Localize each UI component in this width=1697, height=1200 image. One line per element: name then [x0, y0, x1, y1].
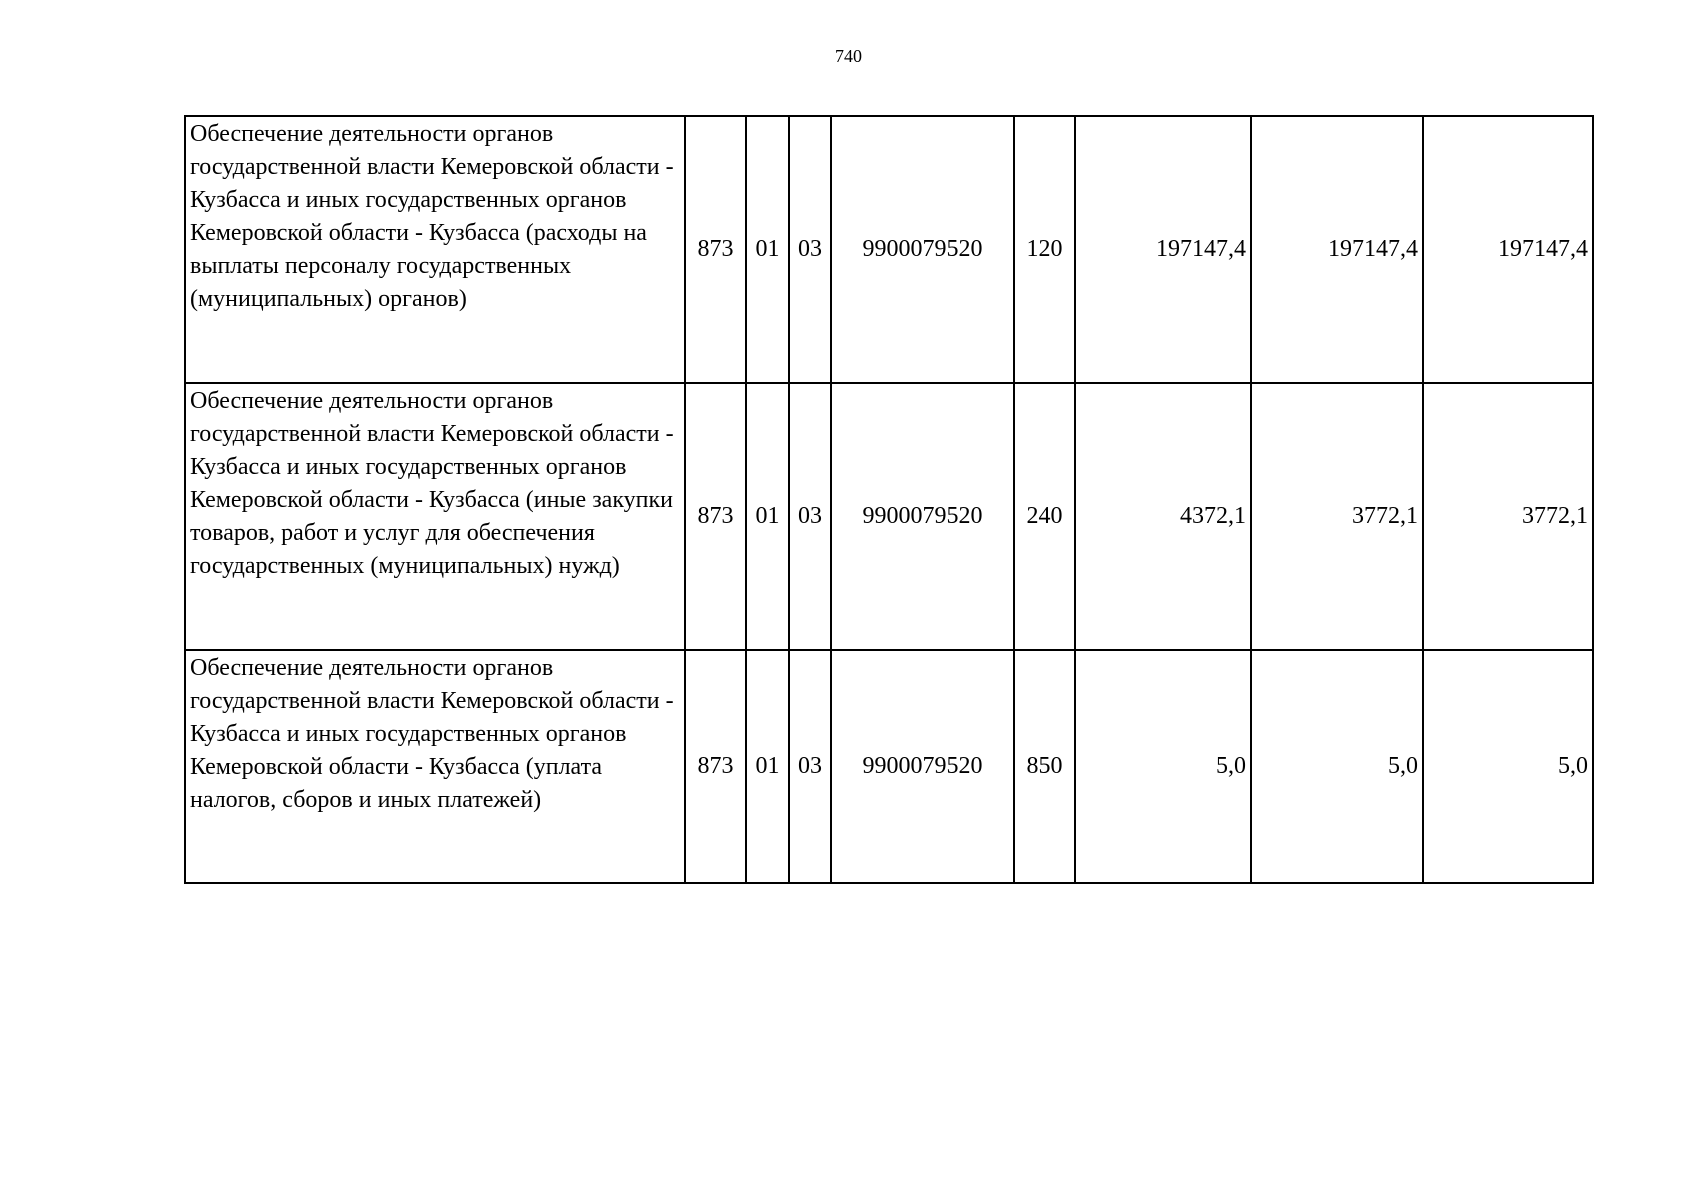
expense-type-code: 850 [1014, 650, 1075, 883]
table-row [185, 116, 1593, 383]
department-code: 873 [685, 116, 746, 383]
amount-year-1: 197147,4 [1075, 116, 1251, 383]
amount-year-3: 5,0 [1423, 650, 1593, 883]
target-article-code: 9900079520 [831, 650, 1014, 883]
expense-description: Обеспечение деятельности органов государственной власти Кемеровской области - Кузбасса и иных государственных органов Кемеровской области - Кузбасса (иные закупки товаров, работ и услуг для обеспечения государственных (муниципальных) нужд) [185, 383, 685, 650]
amount-year-1: 4372,1 [1075, 383, 1251, 650]
subsection-code: 03 [789, 383, 831, 650]
page-number: 740 [835, 46, 862, 66]
expense-type-code: 240 [1014, 383, 1075, 650]
subsection-code: 03 [789, 650, 831, 883]
target-article-code: 9900079520 [831, 116, 1014, 383]
amount-year-3: 197147,4 [1423, 116, 1593, 383]
department-code: 873 [685, 650, 746, 883]
budget-table [184, 115, 1594, 884]
expense-type-code: 120 [1014, 116, 1075, 383]
expense-description: Обеспечение деятельности органов государственной власти Кемеровской области - Кузбасса и иных государственных органов Кемеровской области - Кузбасса (уплата налогов, сборов и иных платежей) [185, 650, 685, 883]
expense-description: Обеспечение деятельности органов государственной власти Кемеровской области - Кузбасса и иных государственных органов Кемеровской области - Кузбасса (расходы на выплаты персоналу государственных (муниципальных) органов) [185, 116, 685, 383]
amount-year-2: 3772,1 [1251, 383, 1423, 650]
section-code: 01 [746, 383, 789, 650]
subsection-code: 03 [789, 116, 831, 383]
table-row [185, 383, 1593, 650]
amount-year-2: 5,0 [1251, 650, 1423, 883]
section-code: 01 [746, 650, 789, 883]
table-row [185, 650, 1593, 883]
amount-year-2: 197147,4 [1251, 116, 1423, 383]
amount-year-3: 3772,1 [1423, 383, 1593, 650]
section-code: 01 [746, 116, 789, 383]
target-article-code: 9900079520 [831, 383, 1014, 650]
amount-year-1: 5,0 [1075, 650, 1251, 883]
department-code: 873 [685, 383, 746, 650]
